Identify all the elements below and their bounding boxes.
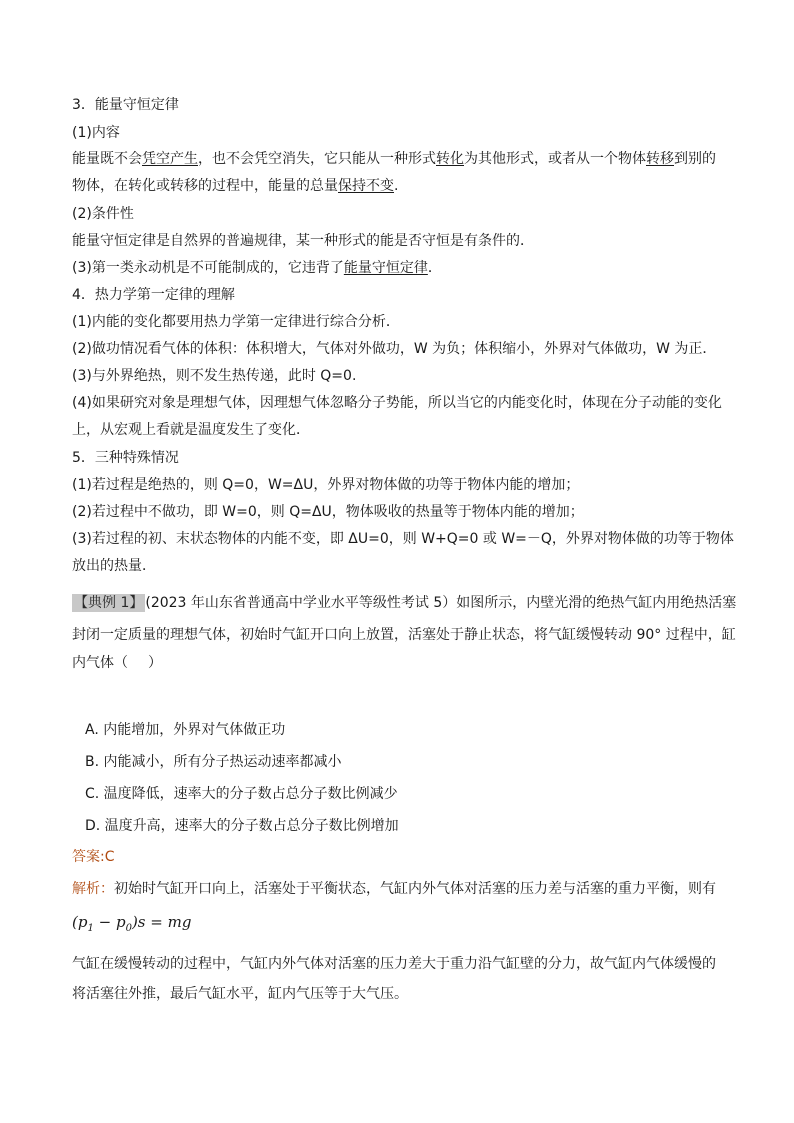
- section-4-item-2: (2)做功情况看气体的体积：体积增大，气体对外做功，W 为负；体积缩小，外界对气体做功，W 为正．: [72, 341, 717, 357]
- section-4-item-4a: (4)如果研究对象是理想气体，因理想气体忽略分子势能，所以当它的内能变化时，体现在分子动能的变化: [72, 395, 722, 411]
- section-3-sub-content: (1)内容: [72, 125, 120, 141]
- section-3-para-2: 物体，在转化或转移的过程中，能量的总量保持不变.: [72, 178, 399, 194]
- example-tag: 【典例 1】: [74, 595, 144, 611]
- example-question-line-2: 封闭一定质量的理想气体，初始时气缸开口向上放置，活塞处于静止状态，将气缸缓慢转动 90° 过程中，缸: [72, 627, 736, 643]
- section-3-para-1: 能量既不会凭空产生，也不会凭空消失，它只能从一种形式转化为其他形式，或者从一个物体转移到别的: [72, 151, 716, 167]
- section-3-heading: 3．能量守恒定律: [72, 97, 179, 113]
- section-3-para-4: (3)第一类永动机是不可能制成的，它违背了能量守恒定律．: [72, 260, 442, 276]
- section-5-heading: 5．三种特殊情况: [72, 450, 179, 466]
- section-5-item-1: (1)若过程是绝热的，则 Q=0，W=ΔU，外界对物体做的功等于物体内能的增加；: [72, 477, 580, 493]
- section-4-item-3: (3)与外界绝热，则不发生热传递，此时 Q=0.: [72, 368, 357, 384]
- analysis-line-2: 气缸在缓慢转动的过程中，气缸内外气体对活塞的压力差大于重力沿气缸壁的分力，故气缸内气体缓慢的: [72, 956, 716, 972]
- blank-fill: 能量守恒定律: [343, 260, 428, 276]
- analysis-label: 解析：: [72, 881, 114, 897]
- section-5-item-3a: (3)若过程的初、末状态物体的内能不变，即 ΔU=0，则 W+Q=0 或 W=－Q，外界对物体做的功等于物体: [72, 531, 734, 547]
- section-3-sub-condition: (2)条件性: [72, 206, 134, 222]
- section-5-item-2: (2)若过程中不做功，即 W=0，则 Q=ΔU，物体吸收的热量等于物体内能的增加；: [72, 504, 584, 520]
- blank-fill: 保持不变: [338, 178, 394, 194]
- option-b: B. 内能减小，所有分子热运动速率都减小: [85, 754, 342, 770]
- blank-fill: 转移: [646, 151, 674, 167]
- blank-fill: 凭空产生: [142, 151, 198, 167]
- example-question-line-1: 【典例 1】 (2023 年山东省普通高中学业水平等级性考试 5）如图所示，内壁光滑的绝热气缸内用绝热活塞: [74, 595, 737, 611]
- option-a: A. 内能增加，外界对气体做正功: [85, 722, 286, 738]
- section-4-item-1: (1)内能的变化都要用热力学第一定律进行综合分析．: [72, 314, 400, 330]
- section-3-para-3: 能量守恒定律是自然界的普遍规律，某一种形式的能是否守恒是有条件的．: [72, 233, 534, 249]
- analysis-line-1: 解析：初始时气缸开口向上，活塞处于平衡状态，气缸内外气体对活塞的压力差与活塞的重力平衡，则有: [72, 881, 716, 897]
- option-d: D. 温度升高，速率大的分子数占总分子数比例增加: [85, 818, 399, 834]
- section-4-heading: 4．热力学第一定律的理解: [72, 287, 235, 303]
- answer-text: 答案:C: [72, 849, 115, 865]
- section-5-item-3b: 放出的热量．: [72, 558, 156, 574]
- example-question-line-3: 内气体（ ）: [72, 655, 162, 671]
- analysis-formula: $(p_1 - p_0)s$ = mg: [72, 913, 192, 934]
- analysis-line-3: 将活塞往外推，最后气缸水平，缸内气压等于大气压。: [72, 986, 408, 1002]
- option-c: C. 温度降低，速率大的分子数占总分子数比例减少: [85, 786, 398, 802]
- section-4-item-4b: 上，从宏观上看就是温度发生了变化．: [72, 422, 310, 438]
- blank-fill: 转化: [436, 151, 464, 167]
